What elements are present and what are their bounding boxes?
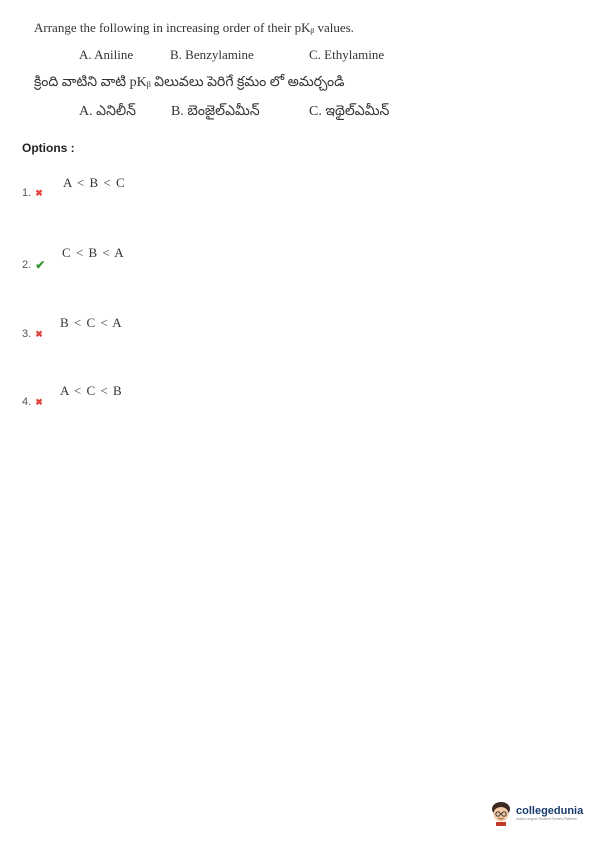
option-3-number	[22, 328, 43, 340]
english-option-b: B. Benzylamine	[170, 47, 254, 62]
option-4-text[interactable]: A < C < B	[60, 383, 123, 398]
logo-name: collegedunia	[516, 804, 584, 817]
correct-mark-icon: ✔	[35, 258, 46, 272]
collegedunia-logo	[490, 800, 583, 826]
logo-tagline: India's largest Student Review Platform	[516, 816, 577, 821]
question-english: Arrange the following in increasing order of their pKᵦ values.	[34, 20, 354, 35]
question-telugu: క్రింది వాటిని వాటి pKᵦ విలువలు పెరిగే క్రమం లో అమర్చండి	[34, 75, 345, 90]
option-1-text[interactable]: A < B < C	[63, 175, 126, 190]
option-4-number	[22, 396, 43, 408]
telugu-option-c: C. ఇథైల్ఎమీన్	[309, 104, 390, 119]
option-2-number	[22, 258, 45, 272]
option-number-label: 1.	[22, 187, 32, 199]
student-face-logo-icon	[490, 800, 512, 826]
options-heading: Options :	[22, 141, 75, 155]
english-option-a: A. Aniline	[79, 47, 134, 62]
option-2-text[interactable]: C < B < A	[62, 245, 125, 260]
telugu-option-b: B. బెంజైల్ఎమీన్	[171, 104, 260, 119]
option-number-label: 2.	[22, 259, 32, 271]
option-number-label: 4.	[22, 396, 32, 408]
option-3-text[interactable]: B < C < A	[60, 315, 123, 330]
telugu-option-a: A. ఎనిలీన్	[79, 104, 136, 119]
option-1-number	[22, 187, 43, 199]
wrong-mark-icon: ✖	[35, 328, 43, 339]
wrong-mark-icon: ✖	[35, 187, 43, 198]
english-option-c: C. Ethylamine	[309, 47, 385, 62]
option-number-label: 3.	[22, 328, 32, 340]
wrong-mark-icon: ✖	[35, 396, 43, 407]
